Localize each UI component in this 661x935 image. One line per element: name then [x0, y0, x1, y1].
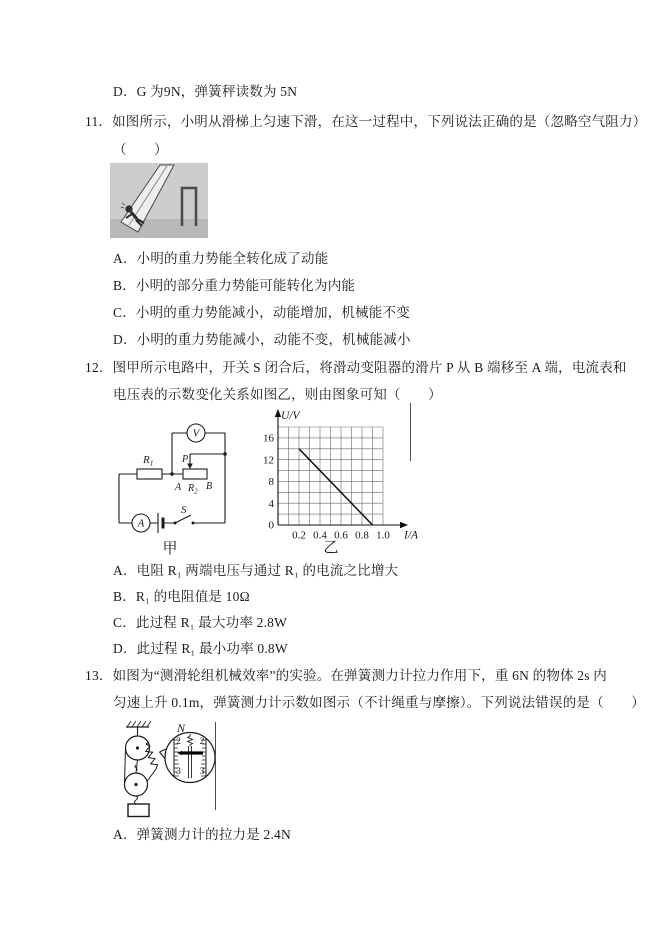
rheostat-r2 [183, 469, 207, 479]
ytick-0: 0 [268, 519, 274, 532]
q11-option-d: D．小明的重力势能减小，动能不变，机械能减小 [113, 332, 411, 347]
ammeter-label: A [137, 517, 145, 530]
r2-label: $R_2$ [188, 483, 198, 496]
xtick-10: 1.0 [376, 529, 390, 542]
switch-contact-dot [192, 522, 195, 525]
xtick-06: 0.6 [334, 529, 348, 542]
ytick-16: 16 [263, 432, 274, 445]
q13-stem: 13．如图为“测滑轮组机械效率”的实验。在弹簧测力计拉力作用下，重 6N 的物体 2s 内 [85, 668, 607, 683]
xtick-04: 0.4 [313, 529, 327, 542]
rope-left-strand [125, 748, 126, 784]
weight-hook [135, 796, 138, 804]
ytick-8: 8 [268, 476, 274, 488]
q12-option-c: C．此过程 R₁ 最大功率 2.8W [113, 615, 288, 630]
voltmeter-label: V [192, 427, 200, 440]
q11-option-a: A．小明的重力势能全转化成了动能 [113, 251, 329, 266]
data-line [299, 449, 373, 525]
q10-option-d: D．G 为9N，弹簧秤读数为 5N [113, 84, 298, 99]
ytick-4: 4 [268, 498, 274, 510]
scale-unit-label: N [177, 721, 186, 735]
scale-3-right: 3 [199, 767, 205, 777]
y-axis-label: U/V [281, 410, 300, 422]
movable-pulley-axle [134, 783, 137, 786]
ceiling-hatch [127, 721, 151, 727]
junction-dot-left [170, 472, 174, 476]
q12-option-b: B．R₁ 的电阻值是 10Ω [113, 589, 250, 604]
q12-stem: 12．图甲所示电路中，开关 S 闭合后，将滑动变阻器的滑片 P 从 B 端移至 A 端，电流表和 [85, 360, 627, 375]
resistor-r1 [137, 469, 162, 479]
q12-option-a: A．电阻 R₁ 两端电压与通过 R₁ 的电流之比增大 [113, 563, 399, 578]
scale-pointer-bar [182, 751, 203, 754]
slide-figure [110, 163, 208, 238]
scale-2-left: 2 [176, 737, 181, 747]
x-axis-arrow [400, 522, 408, 528]
xtick-08: 0.8 [355, 529, 369, 542]
q11-option-b: B．小明的部分重力势能可能转化为内能 [113, 278, 356, 293]
r1-label: $R_1$ [143, 454, 154, 468]
rope-below-spring [147, 769, 156, 782]
xtick-02: 0.2 [292, 529, 306, 542]
circuit-wires [119, 433, 225, 523]
switch-blade [175, 515, 191, 523]
q12-stem-cont: 电压表的示数变化关系如图乙，则由图象可知（ ） [113, 387, 442, 402]
x-axis-label: I/A [404, 529, 419, 542]
vertical-line-artifact-2 [215, 722, 216, 810]
circuit-caption: 甲 [162, 541, 178, 557]
fixed-pulley-axle [136, 746, 139, 749]
circuit-diagram-figure [113, 416, 235, 558]
scale-3-left: 3 [176, 767, 181, 777]
switch-s-label: S [181, 504, 187, 516]
ui-graph-figure [253, 406, 433, 554]
rope-center-strand [135, 760, 138, 773]
graph-grid [278, 427, 383, 525]
q11-option-c: C．小明的重力势能减小，动能增加，机械能不变 [113, 305, 410, 320]
q11-stem: 11．如图所示，小明从滑梯上匀速下滑，在这一过程中，下列说法正确的是（忽略空气阻力） [85, 114, 647, 129]
ytick-12: 12 [263, 454, 274, 467]
magnifier-circle [165, 733, 215, 783]
slider-p-label: P [182, 454, 189, 465]
terminal-b-label: B [206, 481, 213, 492]
scale-2-right: 2 [199, 737, 205, 747]
vertical-line-artifact-1 [410, 403, 411, 461]
q13-stem-cont: 匀速上升 0.1m，弹簧测力计示数如图示（不计绳重与摩擦）。下列说法错误的是（ ） [113, 695, 645, 710]
switch-pivot-dot [174, 522, 177, 525]
q12-option-d: D．此过程 R₁ 最小功率 0.8W [113, 641, 288, 656]
terminal-a-label: A [175, 482, 182, 493]
weight [128, 804, 149, 817]
graph-caption: 乙 [323, 540, 339, 554]
junction-dot-right [223, 452, 227, 456]
q13-option-a: A．弹簧测力计的拉力是 2.4N [113, 827, 291, 842]
q11-stem-cont: （ ） [113, 142, 168, 157]
